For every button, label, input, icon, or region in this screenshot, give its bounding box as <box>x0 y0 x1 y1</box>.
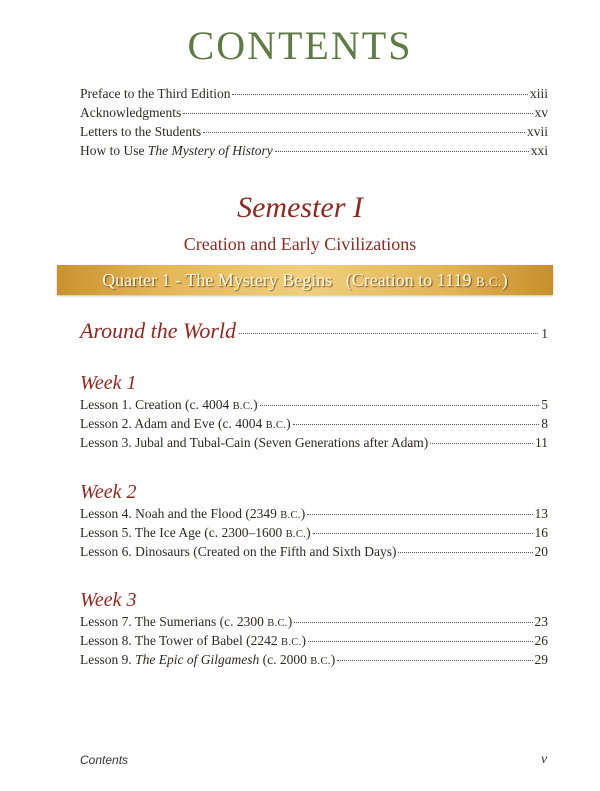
book-title: The Epic of Gilgamesh <box>135 652 260 667</box>
toc-entry-around-the-world[interactable] <box>80 318 548 344</box>
toc-entry-letters[interactable] <box>80 124 548 143</box>
lesson-entry[interactable] <box>80 652 548 671</box>
toc-entry-acknowledgments[interactable] <box>80 105 548 124</box>
lesson-list <box>80 614 548 671</box>
lesson-page: 26 <box>534 633 548 648</box>
quarter-banner <box>57 265 553 295</box>
lesson-entry[interactable] <box>80 416 548 435</box>
label-prefix: How to Use <box>80 143 148 158</box>
lesson-text-cont: (c. 2000 <box>259 652 311 667</box>
era-label: B.C. <box>280 510 301 521</box>
lesson-page: 8 <box>541 416 548 431</box>
lesson-entry[interactable] <box>80 614 548 633</box>
lesson-text: Lesson 6. Dinosaurs (Created on the Fifth and Sixth Days) <box>80 544 397 559</box>
lesson-list <box>80 506 548 563</box>
dot-leader <box>337 660 532 661</box>
lesson-text: Lesson 4. Noah and the Flood (2349 <box>80 506 281 521</box>
lesson-entry[interactable] <box>80 525 548 544</box>
section-label: Around the World <box>80 318 237 343</box>
dot-leader <box>430 443 533 444</box>
page-number: v <box>541 752 548 767</box>
lesson-label <box>80 435 428 451</box>
lesson-label <box>80 633 306 649</box>
page-title: CONTENTS <box>187 23 413 68</box>
lesson-page: 29 <box>534 652 548 667</box>
toc-entry-label: Preface to the Third Edition <box>80 86 231 101</box>
lesson-text: Lesson 9. <box>80 652 136 667</box>
era-label: B.C. <box>475 273 502 289</box>
lesson-text: Lesson 8. The Tower of Babel (2242 <box>80 633 282 648</box>
dot-leader <box>239 333 538 334</box>
lesson-text: Lesson 5. The Ice Age (c. 2300–1600 <box>80 525 286 540</box>
lesson-list <box>80 397 548 454</box>
era-label: B.C. <box>285 529 307 540</box>
lesson-label <box>80 544 396 560</box>
era-label: B.C. <box>267 618 288 629</box>
dot-leader <box>293 424 540 425</box>
lesson-entry[interactable] <box>80 633 548 652</box>
lesson-entry[interactable] <box>80 435 548 454</box>
quarter-close: ) <box>501 269 508 290</box>
lesson-page: 16 <box>534 525 548 540</box>
semester-heading: Semester I <box>237 191 363 224</box>
dot-leader <box>294 622 532 623</box>
running-footer: Contents <box>80 753 129 767</box>
dot-leader <box>203 132 525 133</box>
week-heading: Week 1 <box>80 372 137 394</box>
toc-entry-label <box>80 143 273 159</box>
lesson-page: 11 <box>535 435 548 450</box>
quarter-title <box>102 270 508 291</box>
dot-leader <box>275 151 529 152</box>
lesson-entry[interactable] <box>80 544 548 563</box>
toc-entry-preface[interactable] <box>80 86 548 105</box>
lesson-entry[interactable] <box>80 506 548 525</box>
lesson-page: 13 <box>534 506 548 521</box>
lesson-label <box>80 652 335 668</box>
lesson-page: 20 <box>534 544 548 559</box>
era-label: B.C. <box>232 401 254 412</box>
lesson-text-close: ) <box>286 416 291 431</box>
dot-leader <box>308 641 533 642</box>
lesson-label <box>80 614 292 630</box>
lesson-page: 23 <box>534 614 548 629</box>
lesson-text-close: ) <box>287 614 293 629</box>
lesson-text: Lesson 7. The Sumerians (c. 2300 <box>80 614 268 629</box>
lesson-text-close: ) <box>330 652 336 667</box>
lesson-text-close: ) <box>306 525 311 540</box>
era-label: B.C. <box>281 637 302 648</box>
quarter-text-main: Quarter 1 - The Mystery Begins (Creation to 1119 <box>102 269 476 290</box>
toc-entry-page: 1 <box>541 326 548 341</box>
semester-subtitle: Creation and Early Civilizations <box>183 234 417 254</box>
lesson-label <box>80 416 291 432</box>
dot-leader <box>183 113 532 114</box>
dot-leader <box>260 405 540 406</box>
toc-entry-label: Acknowledgments <box>80 105 182 120</box>
lesson-text-close: ) <box>300 506 306 521</box>
lesson-entry[interactable] <box>80 397 548 416</box>
era-label: B.C. <box>310 656 331 667</box>
lesson-text: Lesson 2. Adam and Eve (c. 4004 <box>80 416 266 431</box>
lesson-label <box>80 397 258 413</box>
lesson-label <box>80 525 311 541</box>
front-matter-list <box>80 86 548 162</box>
toc-entry-label: Letters to the Students <box>80 124 202 139</box>
era-label: B.C. <box>265 420 287 431</box>
toc-entry-page: xvii <box>526 124 548 139</box>
toc-entry-page: xxi <box>530 143 548 158</box>
toc-entry-page: xiii <box>529 86 548 101</box>
dot-leader <box>307 514 532 515</box>
week-heading: Week 2 <box>80 481 137 503</box>
dot-leader <box>232 94 528 95</box>
lesson-page: 5 <box>541 397 548 412</box>
book-title: The Mystery of History <box>147 143 273 158</box>
dot-leader <box>313 533 533 534</box>
lesson-text-close: ) <box>301 633 306 648</box>
lesson-text: Lesson 3. Jubal and Tubal-Cain (Seven Generations after Adam) <box>80 435 429 450</box>
toc-entry-page: xv <box>534 105 548 120</box>
lesson-text-close: ) <box>253 397 258 412</box>
lesson-text: Lesson 1. Creation (c. 4004 <box>80 397 233 412</box>
week-heading: Week 3 <box>80 589 137 611</box>
toc-entry-how-to-use[interactable] <box>80 143 548 162</box>
lesson-label <box>80 506 305 522</box>
dot-leader <box>398 552 532 553</box>
